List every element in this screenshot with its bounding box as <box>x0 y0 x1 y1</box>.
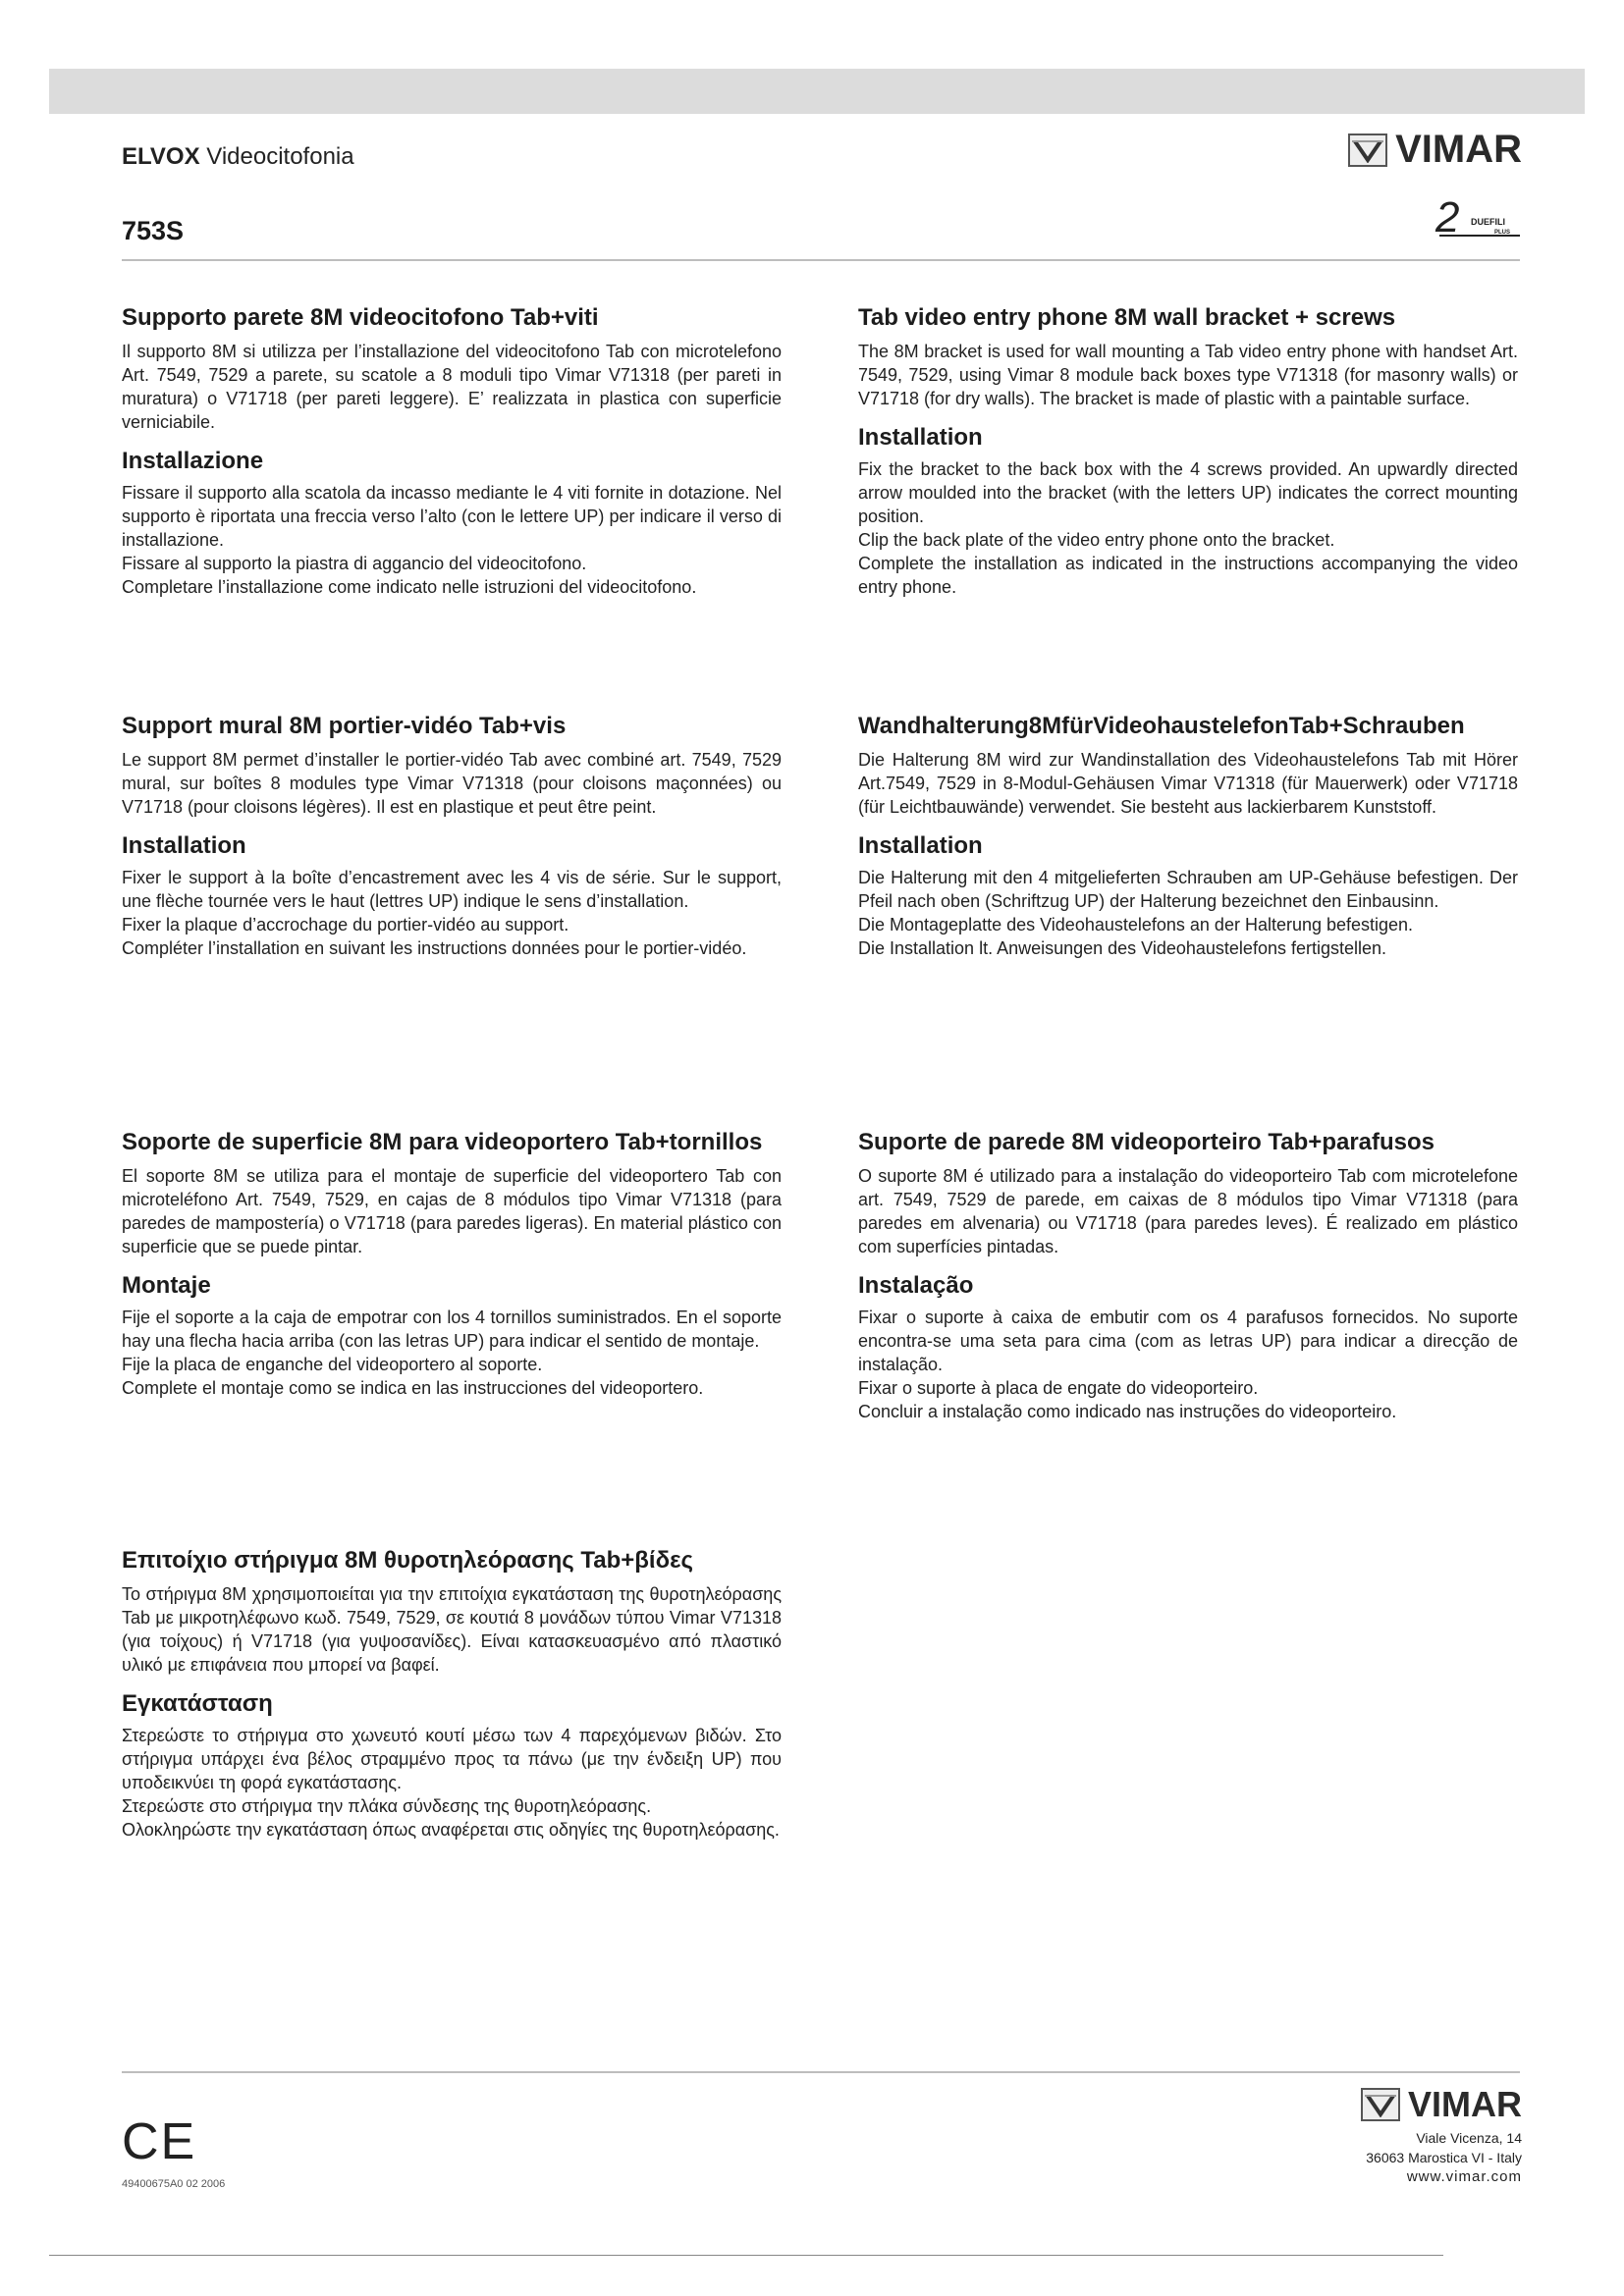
section-step: Completare l’installazione come indicato nelle istruzioni del videocitofono. <box>122 577 697 597</box>
section-step: Clip the back plate of the video entry phone onto the bracket. <box>858 530 1335 550</box>
section-step: Fixar o suporte à placa de engate do videoporteiro. <box>858 1378 1259 1398</box>
section-intro: The 8M bracket is used for wall mounting a Tab video entry phone with handset Art. 7549, 7529, using Vimar 8 module back boxes type V71318 (for masonry walls) or V71718 (for dry walls). The bracket is made of plastic with a paintable surface. <box>858 342 1518 408</box>
section-title: Supporto parete 8M videocitofono Tab+viti <box>122 304 599 331</box>
section-step: Concluir a instalação como indicado nas instruções do videoporteiro. <box>858 1402 1397 1421</box>
section-subtitle: Installation <box>122 832 246 859</box>
header-gray-bar <box>49 69 1585 114</box>
section-intro: Le support 8M permet d’installer le portier-vidéo Tab avec combiné art. 7549, 7529 mural, sur boîtes 8 modules type Vimar V71318 (pour cloisons maçonnées) ou V71718 (pour cloisons légères). Il est en plastique et peut être peint. <box>122 750 782 817</box>
section-subtitle: Εγκατάσταση <box>122 1690 273 1717</box>
address-street: Viale Vicenza, 14 <box>1416 2130 1522 2146</box>
address-city: 36063 Marostica VI - Italy <box>1366 2150 1522 2165</box>
section-subtitle: Installation <box>858 424 983 451</box>
section-french <box>122 713 782 960</box>
section-spanish <box>122 1129 782 1400</box>
section-portuguese <box>858 1129 1518 1423</box>
section-step: Complete the installation as indicated in the instructions accompanying the video entry phone. <box>858 554 1518 597</box>
brand-name: ELVOX <box>122 143 200 170</box>
section-subtitle: Instalação <box>858 1272 974 1299</box>
section-step: Fije la placa de enganche del videoportero al soporte. <box>122 1355 543 1374</box>
header-divider <box>122 259 1520 261</box>
section-step: Fissare il supporto alla scatola da incasso mediante le 4 viti fornite in dotazione. Nel supporto è riportata una freccia verso l’alto (con le lettere UP) per indicare il verso di installazione. <box>122 483 782 550</box>
section-step: Fix the bracket to the back box with the 4 screws provided. An upwardly directed arrow moulded into the bracket (with the letters UP) indicates the correct mounting position. <box>858 459 1518 526</box>
section-step: Στερεώστε το στήριγμα στο χωνευτό κουτί μέσω των 4 παρεχόμενων βιδών. Στο στήριγμα υπάρχει ένα βέλος στραμμένο προς τα πάνω (με την ένδειξη UP) που υποδεικνύει τη φορά εγκατάστασης. <box>122 1726 782 1792</box>
section-step: Στερεώστε στο στήριγμα την πλάκα σύνδεσης της θυροτηλεόρασης. <box>122 1796 652 1816</box>
model-number: 753S <box>122 216 185 245</box>
section-step: Ολοκληρώστε την εγκατάσταση όπως αναφέρεται στις οδηγίες της θυροτηλεόρασης. <box>122 1820 780 1840</box>
section-step: Fixer la plaque d’accrochage du portier-vidéo au support. <box>122 915 569 934</box>
section-title: Tab video entry phone 8M wall bracket + screws <box>858 304 1396 331</box>
page-bottom-line <box>49 2255 1443 2256</box>
vimar-mark-icon <box>1348 133 1387 167</box>
vimar-logo-text: VIMAR <box>1395 128 1522 171</box>
product-line: Videocitofonia <box>206 143 354 170</box>
duefili-line2: PLUS <box>1494 230 1511 236</box>
document-code: 49400675A0 02 2006 <box>122 2178 226 2190</box>
section-step: Fije el soporte a la caja de empotrar con los 4 tornillos suministrados. En el soporte hay una flecha hacia arriba (con las letras UP) para indicar el sentido de montaje. <box>122 1308 782 1351</box>
duefili-plus-logo <box>1434 192 1522 241</box>
section-title: Suporte de parede 8M videoporteiro Tab+parafusos <box>858 1129 1435 1155</box>
section-subtitle: Installazione <box>122 448 264 474</box>
website-link[interactable]: www.vimar.com <box>1406 2168 1522 2185</box>
section-title: Support mural 8M portier-vidéo Tab+vis <box>122 713 567 739</box>
vimar-logo-bottom <box>1361 2084 1522 2125</box>
vimar-logo-text: VIMAR <box>1408 2084 1522 2124</box>
section-italian <box>122 304 782 599</box>
company-address <box>1366 2128 1522 2187</box>
section-title: Soporte de superficie 8M para videoportero Tab+tornillos <box>122 1129 763 1155</box>
section-intro: Die Halterung 8M wird zur Wandinstallation des Videohaustelefons Tab mit Hörer Art.7549, 7529 in 8-Modul-Gehäusen Vimar V71318 (für Mauerwerk) oder V71718 (für Leichtbauwände) verwendet. Sie besteht aus lackierbarem Kunststoff. <box>858 750 1518 817</box>
section-step: Die Installation lt. Anweisungen des Videohaustelefons fertigstellen. <box>858 938 1387 958</box>
section-intro: O suporte 8M é utilizado para a instalação do videoporteiro Tab com microtelefone art. 7549, 7529 de parede, em caixas de 8 módulos tipo Vimar V71318 (para paredes em alvenaria) ou V71718 (para paredes leves). É realizado em plástico com superfícies pintadas. <box>858 1166 1518 1256</box>
duefili-line1: DUEFILI <box>1471 217 1505 227</box>
section-english <box>858 304 1518 599</box>
ce-mark: CE <box>122 2113 197 2170</box>
section-step: Die Halterung mit den 4 mitgelieferten Schrauben am UP-Gehäuse befestigen. Der Pfeil nach oben (Schriftzug UP) der Halterung bezeichnet den Einbausinn. <box>858 868 1518 911</box>
vimar-mark-icon <box>1361 2088 1400 2121</box>
brand-line <box>122 143 354 171</box>
section-step: Fixar o suporte à caixa de embutir com os 4 parafusos fornecidos. No suporte encontra-se uma seta para cima (com as letras UP) para indicar a direcção de instalação. <box>858 1308 1518 1374</box>
section-intro: El soporte 8M se utiliza para el montaje de superficie del videoportero Tab con microteléfono Art. 7549, 7529, en cajas de 8 módulos tipo Vimar V71318 (para paredes de mampostería) o V71718 (para paredes ligeras). En material plástico con superficie que se puede pintar. <box>122 1166 782 1256</box>
section-subtitle: Installation <box>858 832 983 859</box>
section-step: Compléter l’installation en suivant les instructions données pour le portier-vidéo. <box>122 938 747 958</box>
section-greek <box>122 1547 782 1842</box>
vimar-logo-top <box>1348 128 1522 172</box>
section-title: Wandhalterung8MfürVideohaustelefonTab+Schrauben <box>858 713 1465 739</box>
section-step: Die Montageplatte des Videohaustelefons an der Halterung befestigen. <box>858 915 1414 934</box>
section-step: Complete el montaje como se indica en las instrucciones del videoportero. <box>122 1378 704 1398</box>
section-intro: Το στήριγμα 8M χρησιμοποιείται για την επιτοίχια εγκατάσταση της θυροτηλεόρασης Tab με μικροτηλέφωνο κωδ. 7549, 7529, σε κουτιά 8 μονάδων τύπου Vimar V71318 (για τοίχους) ή V71718 (για γυψοσανίδες). Είναι κατασκευασμένο από πλαστικό υλικό με επιφάνεια που μπορεί να βαφεί. <box>122 1584 782 1675</box>
section-german <box>858 713 1518 960</box>
section-subtitle: Montaje <box>122 1272 211 1299</box>
section-title: Επιτοίχιο στήριγμα 8M θυροτηλεόρασης Tab+βίδες <box>122 1547 694 1574</box>
section-step: Fissare al supporto la piastra di aggancio del videocitofono. <box>122 554 587 573</box>
duefili-numeral: 2 <box>1435 193 1460 241</box>
section-step: Fixer le support à la boîte d’encastrement avec les 4 vis de série. Sur le support, une flèche tournée vers le haut (lettres UP) indique le sens d’installation. <box>122 868 782 911</box>
section-intro: Il supporto 8M si utilizza per l’installazione del videocitofono Tab con microtelefono Art. 7549, 7529 a parete, su scatole a 8 moduli tipo Vimar V71318 (per pareti in muratura) o V71718 (per pareti leggere). E’ realizzata in plastica con superficie verniciabile. <box>122 342 782 432</box>
footer-divider <box>122 2071 1520 2073</box>
